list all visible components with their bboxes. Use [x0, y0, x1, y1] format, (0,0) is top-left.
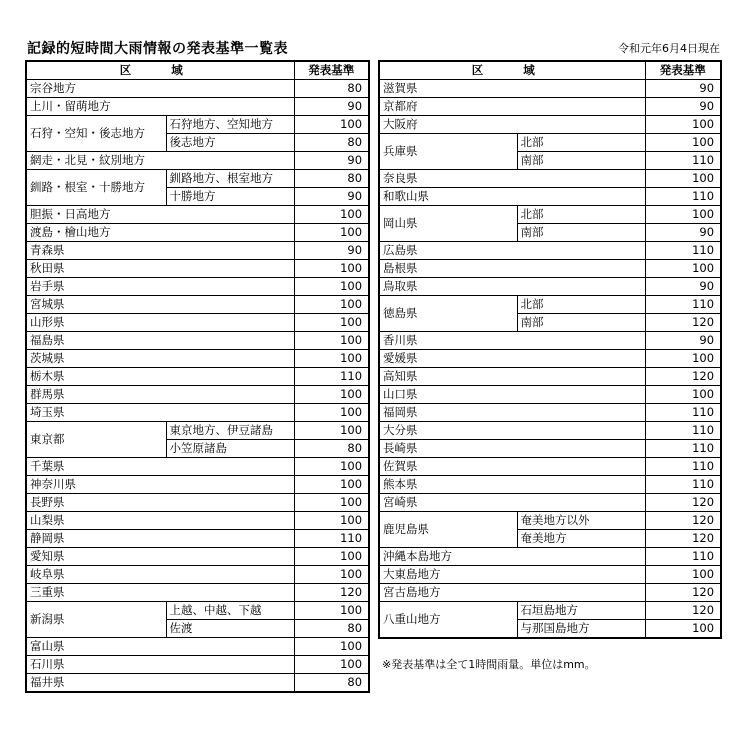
table-row [26, 458, 369, 476]
table-row [379, 548, 721, 566]
area-name: 高知県 [379, 368, 645, 386]
criteria-table-left [25, 60, 370, 693]
area-name: 滋賀県 [379, 80, 645, 98]
subarea-name: 十勝地方 [166, 188, 294, 206]
criterion-value: 110 [645, 296, 721, 314]
subarea-name: 後志地方 [166, 134, 294, 152]
criterion-value: 100 [294, 206, 369, 224]
criterion-value: 120 [645, 512, 721, 530]
criterion-value: 90 [645, 80, 721, 98]
subarea-name: 奄美地方 [517, 530, 645, 548]
table-row [379, 278, 721, 296]
table-row [379, 404, 721, 422]
area-name: 秋田県 [26, 260, 294, 278]
criterion-value: 120 [645, 530, 721, 548]
criterion-column-header: 発表基準 [294, 61, 369, 80]
criterion-value: 90 [294, 152, 369, 170]
criterion-value: 110 [645, 188, 721, 206]
subarea-name: 上越、中越、下越 [166, 602, 294, 620]
table-row [26, 566, 369, 584]
area-name: 大東島地方 [379, 566, 645, 584]
area-name: 大阪府 [379, 116, 645, 134]
table-row [26, 278, 369, 296]
criterion-value: 90 [645, 332, 721, 350]
area-name: 岐阜県 [26, 566, 294, 584]
area-name: 長野県 [26, 494, 294, 512]
table-row [379, 476, 721, 494]
criterion-value: 100 [294, 422, 369, 440]
subarea-name: 石狩地方、空知地方 [166, 116, 294, 134]
table-row [26, 314, 369, 332]
criterion-value: 110 [645, 242, 721, 260]
table-row [26, 152, 369, 170]
criterion-value: 90 [645, 278, 721, 296]
area-name: 鹿児島県 [379, 512, 517, 548]
subarea-name: 南部 [517, 314, 645, 332]
area-name: 宮崎県 [379, 494, 645, 512]
table-row [26, 296, 369, 314]
subarea-name: 与那国島地方 [517, 620, 645, 639]
area-name: 群馬県 [26, 386, 294, 404]
table-row [379, 350, 721, 368]
table-row [379, 584, 721, 602]
criterion-value: 100 [294, 494, 369, 512]
subarea-name: 南部 [517, 152, 645, 170]
table-row [26, 80, 369, 98]
criterion-value: 110 [294, 368, 369, 386]
table-row [26, 422, 369, 440]
area-name: 宗谷地方 [26, 80, 294, 98]
table-row [26, 512, 369, 530]
criterion-value: 110 [645, 422, 721, 440]
table-row [26, 494, 369, 512]
table-row [26, 242, 369, 260]
document-date: 令和元年6月4日現在 [618, 42, 720, 55]
subarea-name: 佐渡 [166, 620, 294, 638]
area-name: 宮城県 [26, 296, 294, 314]
area-name: 栃木県 [26, 368, 294, 386]
subarea-name: 北部 [517, 206, 645, 224]
area-name: 福島県 [26, 332, 294, 350]
criterion-value: 100 [294, 404, 369, 422]
subarea-name: 小笠原諸島 [166, 440, 294, 458]
subarea-name: 北部 [517, 296, 645, 314]
criterion-value: 120 [645, 584, 721, 602]
criterion-value: 100 [645, 566, 721, 584]
area-name: 宮古島地方 [379, 584, 645, 602]
area-column-header: 区 域 [379, 61, 645, 80]
area-name: 和歌山県 [379, 188, 645, 206]
criterion-value: 90 [294, 188, 369, 206]
area-name: 胆振・日高地方 [26, 206, 294, 224]
criterion-value: 100 [294, 512, 369, 530]
table-row [26, 368, 369, 386]
area-name: 岩手県 [26, 278, 294, 296]
criterion-value: 120 [645, 602, 721, 620]
area-name: 長崎県 [379, 440, 645, 458]
area-name: 熊本県 [379, 476, 645, 494]
table-row [26, 350, 369, 368]
document-title: 記録的短時間大雨情報の発表基準一覧表 [27, 41, 288, 57]
area-name: 青森県 [26, 242, 294, 260]
criterion-value: 110 [645, 548, 721, 566]
area-name: 茨城県 [26, 350, 294, 368]
table-row [26, 116, 369, 134]
criterion-value: 80 [294, 134, 369, 152]
area-name: 釧路・根室・十勝地方 [26, 170, 166, 206]
area-name: 八重山地方 [379, 602, 517, 639]
criterion-value: 100 [645, 134, 721, 152]
criterion-value: 120 [645, 368, 721, 386]
area-name: 佐賀県 [379, 458, 645, 476]
criterion-value: 100 [294, 332, 369, 350]
area-name: 山形県 [26, 314, 294, 332]
subarea-name: 北部 [517, 134, 645, 152]
criterion-value: 100 [294, 314, 369, 332]
criterion-value: 100 [294, 224, 369, 242]
right-table-body [379, 80, 721, 639]
table-row [379, 368, 721, 386]
table-row [26, 584, 369, 602]
table-row [379, 602, 721, 620]
area-name: 石川県 [26, 656, 294, 674]
criterion-value: 100 [294, 476, 369, 494]
table-row [379, 188, 721, 206]
criterion-value: 100 [645, 620, 721, 639]
table-row [26, 206, 369, 224]
criterion-value: 110 [645, 152, 721, 170]
area-name: 静岡県 [26, 530, 294, 548]
table-row [26, 98, 369, 116]
criterion-value: 80 [294, 170, 369, 188]
area-name: 福岡県 [379, 404, 645, 422]
criterion-value: 100 [645, 260, 721, 278]
table-row [379, 296, 721, 314]
area-name: 愛知県 [26, 548, 294, 566]
criterion-value: 100 [294, 602, 369, 620]
criterion-value: 80 [294, 80, 369, 98]
table-row [26, 530, 369, 548]
criterion-value: 110 [645, 440, 721, 458]
criterion-value: 110 [645, 476, 721, 494]
table-row [379, 134, 721, 152]
criterion-value: 90 [645, 98, 721, 116]
criterion-value: 90 [294, 98, 369, 116]
criterion-value: 100 [294, 656, 369, 674]
area-column-header: 区 域 [26, 61, 294, 80]
criterion-value: 120 [645, 314, 721, 332]
table-header-row [379, 61, 721, 80]
subarea-name: 釧路地方、根室地方 [166, 170, 294, 188]
table-row [26, 548, 369, 566]
criterion-column-header: 発表基準 [645, 61, 721, 80]
table-row [379, 242, 721, 260]
area-name: 奈良県 [379, 170, 645, 188]
criterion-value: 80 [294, 674, 369, 693]
subarea-name: 東京地方、伊豆諸島 [166, 422, 294, 440]
criterion-value: 120 [645, 494, 721, 512]
criteria-table-right [378, 60, 722, 639]
criterion-value: 110 [645, 404, 721, 422]
table-row [26, 260, 369, 278]
criterion-value: 100 [645, 170, 721, 188]
area-name: 三重県 [26, 584, 294, 602]
area-name: 千葉県 [26, 458, 294, 476]
area-name: 福井県 [26, 674, 294, 693]
table-row [26, 638, 369, 656]
criterion-value: 100 [294, 548, 369, 566]
area-name: 山梨県 [26, 512, 294, 530]
subarea-name: 奄美地方以外 [517, 512, 645, 530]
criterion-value: 80 [294, 440, 369, 458]
area-name: 島根県 [379, 260, 645, 278]
criterion-value: 100 [294, 260, 369, 278]
table-row [379, 566, 721, 584]
criterion-value: 90 [645, 224, 721, 242]
area-name: 鳥取県 [379, 278, 645, 296]
criterion-value: 100 [294, 296, 369, 314]
table-row [379, 458, 721, 476]
table-header-row [26, 61, 369, 80]
criterion-value: 100 [294, 350, 369, 368]
table-row [26, 170, 369, 188]
criterion-value: 100 [645, 206, 721, 224]
area-name: 山口県 [379, 386, 645, 404]
criterion-value: 100 [294, 116, 369, 134]
criterion-value: 100 [294, 638, 369, 656]
area-name: 広島県 [379, 242, 645, 260]
area-name: 兵庫県 [379, 134, 517, 170]
table-row [26, 404, 369, 422]
area-name: 石狩・空知・後志地方 [26, 116, 166, 152]
table-row [379, 116, 721, 134]
area-name: 徳島県 [379, 296, 517, 332]
table-row [26, 224, 369, 242]
criterion-value: 90 [294, 242, 369, 260]
area-name: 愛媛県 [379, 350, 645, 368]
table-row [26, 476, 369, 494]
table-row [379, 98, 721, 116]
area-name: 沖縄本島地方 [379, 548, 645, 566]
table-row [379, 260, 721, 278]
area-name: 渡島・檜山地方 [26, 224, 294, 242]
subarea-name: 石垣島地方 [517, 602, 645, 620]
criterion-value: 100 [294, 278, 369, 296]
area-name: 京都府 [379, 98, 645, 116]
table-row [26, 386, 369, 404]
table-row [26, 332, 369, 350]
area-name: 香川県 [379, 332, 645, 350]
criterion-value: 100 [294, 386, 369, 404]
area-name: 網走・北見・紋別地方 [26, 152, 294, 170]
criterion-value: 100 [645, 350, 721, 368]
area-name: 新潟県 [26, 602, 166, 638]
criterion-value: 100 [645, 386, 721, 404]
table-row [379, 80, 721, 98]
area-name: 神奈川県 [26, 476, 294, 494]
table-row [379, 512, 721, 530]
table-row [379, 440, 721, 458]
area-name: 埼玉県 [26, 404, 294, 422]
criterion-value: 110 [294, 530, 369, 548]
table-row [379, 332, 721, 350]
area-name: 上川・留萌地方 [26, 98, 294, 116]
footnote: ※発表基準は全て1時間雨量。単位はmm。 [382, 658, 596, 671]
table-row [379, 422, 721, 440]
table-row [379, 494, 721, 512]
area-name: 大分県 [379, 422, 645, 440]
criterion-value: 110 [645, 458, 721, 476]
area-name: 岡山県 [379, 206, 517, 242]
table-row [379, 170, 721, 188]
table-row [379, 386, 721, 404]
area-name: 富山県 [26, 638, 294, 656]
left-table-body [26, 80, 369, 693]
criterion-value: 80 [294, 620, 369, 638]
criterion-value: 100 [294, 566, 369, 584]
area-name: 東京都 [26, 422, 166, 458]
table-row [26, 602, 369, 620]
subarea-name: 南部 [517, 224, 645, 242]
criterion-value: 100 [645, 116, 721, 134]
table-row [379, 206, 721, 224]
criterion-value: 100 [294, 458, 369, 476]
table-row [26, 656, 369, 674]
criterion-value: 120 [294, 584, 369, 602]
table-row [26, 674, 369, 693]
